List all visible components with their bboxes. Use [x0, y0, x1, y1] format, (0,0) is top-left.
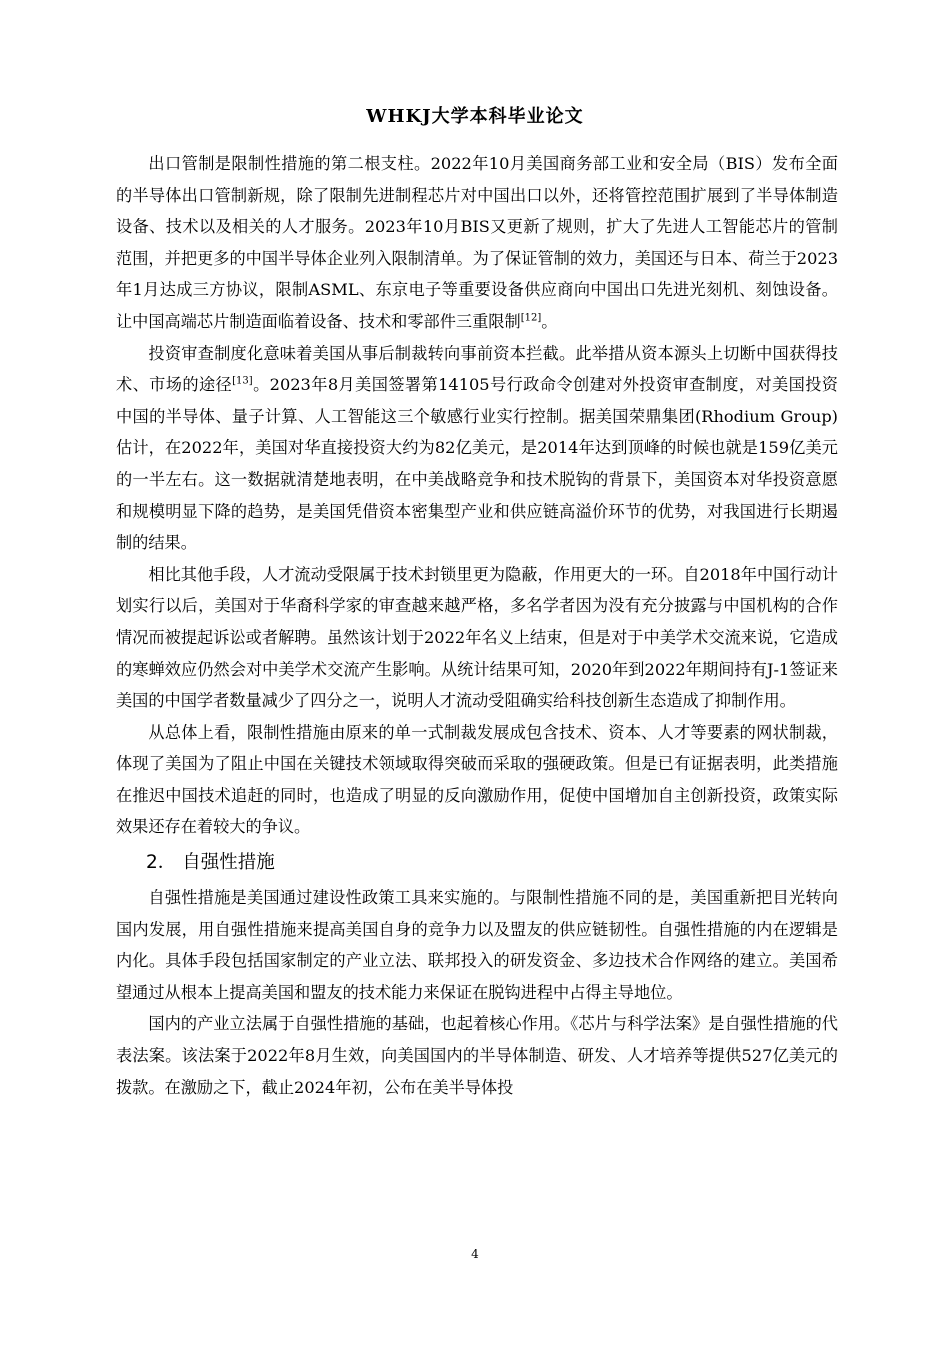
page-header-title: WHKJ大学本科毕业论文	[366, 106, 584, 127]
page-number: 4	[471, 1247, 479, 1261]
paragraph-text: 出口管制是限制性措施的第二根支柱。2022年10月美国商务部工业和安全局（BIS）发布全面的半导体出口管制新规，除了限制先进制程芯片对中国出口以外，还将管控范围扩展到了半导体制造设备、技术以及相关的人才服务。2023年10月BIS又更新了规则，扩大了先进人工智能芯片的管制范围，并把更多的中国半导体企业列入限制清单。为了保证管制的效力，美国还与日本、荷兰于2023年1月达成三方协议，限制ASML、东京电子等重要设备供应商向中国出口先进光刻机、刻蚀设备。让中国高端芯片制造面临着设备、技术和零部件三重限制	[116, 154, 838, 331]
section-title: 自强性措施	[182, 852, 275, 874]
section-number: 2．	[146, 852, 177, 874]
paragraph-text: 自强性措施是美国通过建设性政策工具来实施的。与限制性措施不同的是，美国重新把目光转向国内发展，用自强性措施来提高美国自身的竞争力以及盟友的供应链韧性。自强性措施的内在逻辑是内化。具体手段包括国家制定的产业立法、联邦投入的研发资金、多边技术合作网络的建立。美国希望通过从根本上提高美国和盟友的技术能力来保证在脱钩进程中占得主导地位。	[116, 888, 838, 1002]
paragraph-text: 投资审查制度化意味着美国从事后制裁转向事前资本拦截。此举措从资本源头上切断中国获得技术、市场的途径	[116, 343, 838, 395]
citation-ref: [12]	[520, 312, 542, 324]
citation-ref: [13]	[232, 375, 253, 387]
thesis-body	[116, 148, 838, 1103]
paragraph-self-strengthening	[116, 882, 838, 1008]
section-heading	[116, 846, 838, 880]
paragraph-investment-review	[116, 338, 838, 559]
paragraph-text: 从总体上看，限制性措施由原来的单一式制裁发展成包含技术、资本、人才等要素的网状制裁，体现了美国为了阻止中国在关键技术领域取得突破而采取的强硬政策。但是已有证据表明，此类措施在推迟中国技术追赶的同时，也造成了明显的反向激励作用，促使中国增加自主创新投资，政策实际效果还存在着较大的争议。	[116, 722, 838, 837]
paragraph-tail: 。2023年8月美国签署第14105号行政命令创建对外投资审查制度，对美国投资中国的半导体、量子计算、人工智能这三个敏感行业实行控制。据美国荣鼎集团(Rhodium Group)估计，在2022年，美国对华直接投资大约为82亿美元，是2014年达到顶峰的时候也就是159亿美元的一半左右。这一数据就清楚地表明，在中美战略竞争和技术脱钩的背景下，美国资本对华投资意愿和规模明显下降的趋势，是美国凭借资本密集型产业和供应链高溢价环节的优势，对我国进行长期遏制的结果。	[116, 375, 838, 553]
paragraph-tail: 。	[541, 311, 558, 331]
paragraph-chips-act	[116, 1008, 838, 1103]
paragraph-text: 相比其他手段，人才流动受限属于技术封锁里更为隐蔽，作用更大的一环。自2018年中国行动计划实行以后，美国对于华裔科学家的审查越来越严格，多名学者因为没有充分披露与中国机构的合作情况而被提起诉讼或者解聘。虽然该计划于2022年名义上结束，但是对于中美学术交流来说，它造成的寒蝉效应仍然会对中美学术交流产生影响。从统计结果可知，2020年到2022年期间持有J-1签证来美国的中国学者数量减少了四分之一，说明人才流动受阻确实给科技创新生态造成了抑制作用。	[116, 564, 838, 711]
paragraph-summary	[116, 717, 838, 843]
paragraph-text: 国内的产业立法属于自强性措施的基础，也起着核心作用。《芯片与科学法案》是自强性措施的代表法案。该法案于2022年8月生效，向美国国内的半导体制造、研发、人才培养等提供527亿美元的拨款。在激励之下，截止2024年初，公布在美半导体投	[116, 1014, 838, 1097]
paragraph-talent-flow	[116, 559, 838, 717]
paragraph-export-control	[116, 148, 838, 338]
